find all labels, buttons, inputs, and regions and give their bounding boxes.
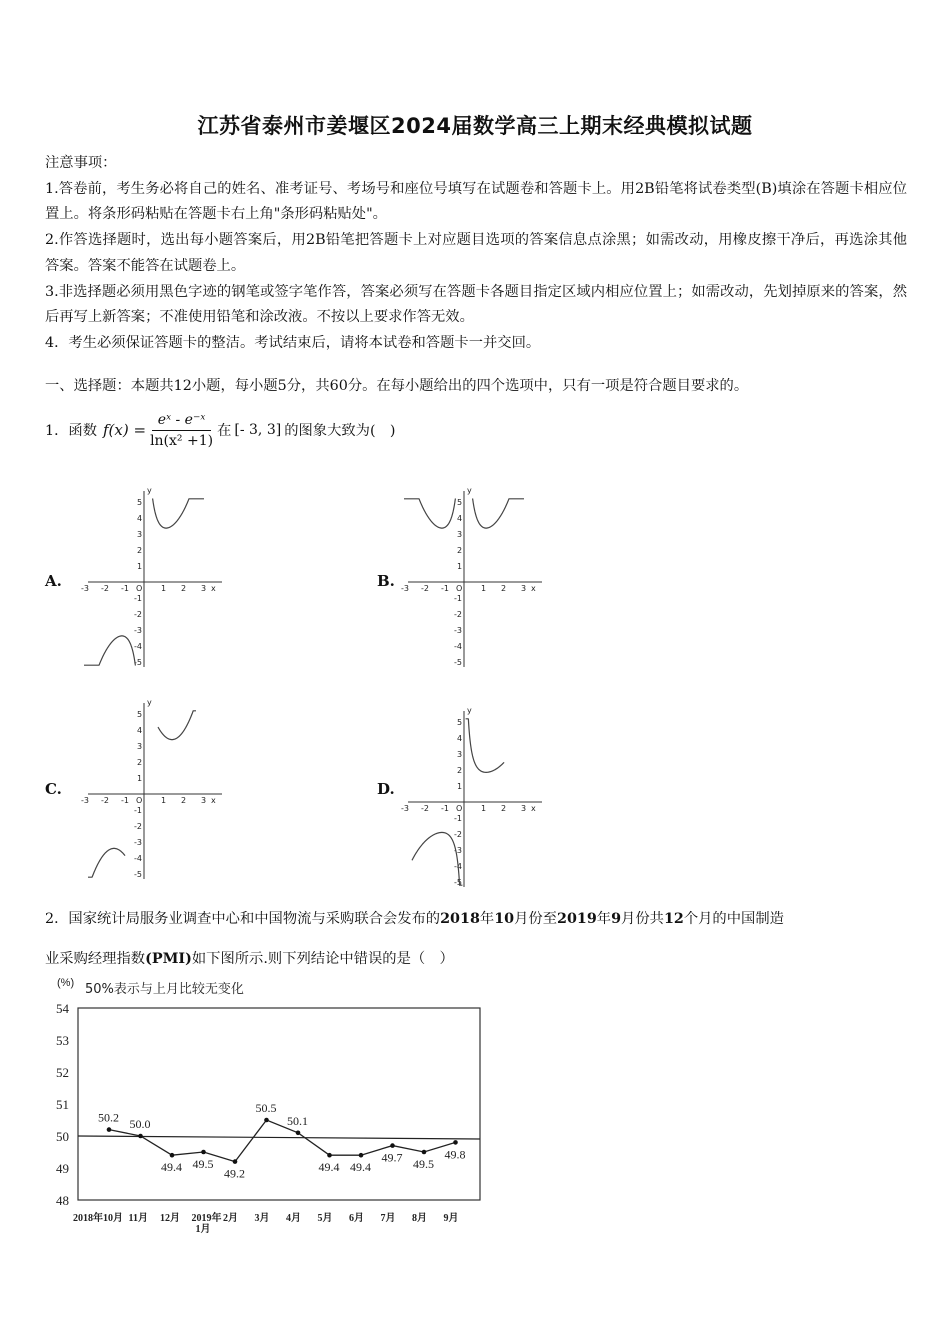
x-tick-label: 2019年 1月 — [191, 1213, 222, 1235]
curve — [84, 636, 136, 665]
data-point — [359, 1153, 364, 1158]
y-tick-label: 2 — [137, 758, 143, 767]
y-tick-label: -1 — [134, 594, 142, 603]
data-label: 50.5 — [255, 1101, 277, 1115]
x-tick-label: 8月 — [412, 1213, 427, 1224]
x-tick-label: -3 — [81, 584, 89, 593]
y-tick-label: -3 — [134, 838, 142, 847]
y-tick-label: 4 — [457, 734, 463, 743]
curve — [158, 711, 196, 740]
y-tick-label: -1 — [134, 806, 142, 815]
y-axis-label: y — [467, 706, 472, 715]
plot-frame — [78, 1008, 480, 1200]
series-line — [109, 1120, 456, 1162]
y-tick-label: 5 — [457, 498, 463, 507]
q1-suffix: 的图象大致为( ) — [284, 423, 396, 439]
curve — [404, 499, 456, 528]
y-tick-label: 50 — [56, 1129, 69, 1144]
note-item: 1.答卷前，考生务必将自己的姓名、准考证号、考场号和座位号填写在试题卷和答题卡上。用2B铅笔将试卷类型(B)填涂在答题卡相应位置上。将条形码粘贴在答题卡右上角"条形码粘贴处"。 — [45, 180, 907, 223]
x-tick-label: 3 — [521, 804, 527, 813]
y-tick-label: -2 — [134, 822, 142, 831]
y-tick-label: -1 — [454, 814, 462, 823]
y-tick-label: -5 — [454, 658, 462, 667]
x-tick-label: 2月 — [223, 1213, 238, 1224]
y-tick-label: 54 — [56, 1001, 69, 1016]
q1-denominator: ln(x² +1) — [150, 432, 214, 449]
x-tick-label: O — [456, 584, 463, 593]
x-tick-label: 4月 — [286, 1213, 301, 1224]
data-label: 49.8 — [444, 1147, 466, 1162]
x-tick-label: 2018年10月 — [73, 1213, 123, 1224]
data-label: 49.4 — [161, 1160, 182, 1175]
y-tick-label: 1 — [137, 774, 143, 783]
q1-function-name: f(x) = — [103, 421, 147, 439]
x-tick-label: 2 — [501, 584, 507, 593]
y-tick-label: 5 — [457, 718, 463, 727]
data-label: 50.0 — [129, 1117, 151, 1131]
x-tick-label: -1 — [441, 804, 449, 813]
x-tick-label: O — [136, 584, 143, 593]
data-point — [107, 1127, 112, 1132]
y-tick-label: 2 — [137, 546, 143, 555]
x-tick-label: -3 — [401, 584, 409, 593]
data-label: 49.4 — [318, 1160, 340, 1175]
section-heading: 一、选择题：本题共12小题，每小题5分，共60分。在每小题给出的四个选项中，只有一项是符合题目要求的。 — [45, 378, 749, 394]
x-tick-label: 1 — [481, 804, 487, 813]
data-label: 49.5 — [192, 1157, 214, 1171]
option-b-label: B. — [377, 572, 395, 590]
x-tick-label: 12月 — [160, 1213, 180, 1224]
option-c-label: C. — [45, 780, 62, 798]
y-tick-label: -2 — [454, 830, 462, 839]
note-item: 2.作答选择题时，选出每小题答案后，用2B铅笔把答题卡上对应题目选项的答案信息点涂黑；如需改动，用橡皮擦干净后，再选涂其他答案。答案不能答在试题卷上。 — [45, 232, 907, 274]
x-tick-label: 9月 — [443, 1213, 459, 1224]
y-tick-label: 3 — [457, 750, 463, 759]
y-axis-label: y — [467, 486, 472, 495]
q1-numerator: eˣ - e⁻ˣ — [152, 412, 212, 431]
option-a-graph — [82, 485, 232, 670]
x-tick-label: 5月 — [317, 1213, 333, 1224]
option-b-graph — [402, 485, 552, 670]
x-tick-label: 3月 — [254, 1213, 270, 1224]
y-tick-label: 3 — [457, 530, 463, 539]
data-point — [296, 1131, 301, 1136]
x-tick-label: O — [136, 796, 143, 805]
y-tick-label: -4 — [134, 642, 142, 651]
x-tick-label: 1 — [481, 584, 487, 593]
curve — [88, 848, 125, 877]
y-tick-label: -5 — [134, 870, 142, 879]
x-tick-label: -2 — [421, 584, 429, 593]
curve — [466, 719, 504, 773]
data-point — [201, 1150, 206, 1155]
x-tick-label: -1 — [121, 584, 129, 593]
data-point — [422, 1150, 427, 1155]
q2-line-1: 2．国家统计局服务业调查中心和中国物流与采购联合会发布的2018年10月份至2019年9月份共12个月的中国制造 — [45, 911, 784, 927]
data-point — [138, 1134, 143, 1139]
y-tick-label: -1 — [454, 594, 462, 603]
data-label: 49.5 — [413, 1157, 434, 1171]
x-tick-label: 1 — [161, 584, 167, 593]
x-tick-label: -1 — [121, 796, 129, 805]
q1-mid: 在 — [217, 423, 232, 439]
y-tick-label: -3 — [134, 626, 142, 635]
y-tick-label: -5 — [454, 878, 462, 887]
x-tick-label: -3 — [81, 796, 89, 805]
note-item: 4．考生必须保证答题卡的整洁。考试结束后，请将本试卷和答题卡一并交回。 — [45, 334, 541, 351]
y-tick-label: 4 — [457, 514, 463, 523]
q1-interval: [- 3, 3] — [234, 422, 282, 438]
q2-line-2: 业采购经理指数(PMI)如下图所示.则下列结论中错误的是（ ） — [45, 951, 454, 967]
curve — [152, 499, 204, 528]
option-d-graph — [402, 705, 552, 890]
option-d-label: D. — [377, 780, 395, 798]
x-tick-label: 2 — [181, 584, 187, 593]
x-tick-label: -3 — [401, 804, 409, 813]
y-tick-label: -4 — [454, 862, 462, 871]
data-point — [170, 1153, 175, 1158]
data-point — [327, 1153, 332, 1158]
y-tick-label: 51 — [56, 1097, 69, 1112]
note-item: 3.非选择题必须用黑色字迹的钢笔或签字笔作答，答案必须写在答题卡各题目指定区域内相应位置上；如需改动，先划掉原来的答案，然后再写上新答案；不准使用铅笔和涂改液。不按以上要求作答无效。 — [45, 283, 907, 326]
y-tick-label: 1 — [137, 562, 143, 571]
y-tick-label: 4 — [137, 514, 143, 523]
y-tick-label: 5 — [137, 498, 143, 507]
x-tick-label: -2 — [421, 804, 429, 813]
x-axis-label: x — [211, 796, 216, 805]
data-point — [453, 1140, 458, 1145]
x-tick-label: -2 — [101, 796, 109, 805]
x-tick-label: 3 — [521, 584, 527, 593]
x-tick-label: 11月 — [128, 1213, 148, 1224]
y-tick-label: 1 — [457, 782, 463, 791]
x-tick-label: 3 — [201, 796, 207, 805]
data-label: 49.2 — [224, 1166, 245, 1181]
y-tick-label: -4 — [454, 642, 462, 651]
y-tick-label: 4 — [137, 726, 143, 735]
y-tick-label: 53 — [56, 1033, 69, 1048]
x-axis-label: x — [531, 584, 536, 593]
x-tick-label: -2 — [101, 584, 109, 593]
y-axis-unit: (%) — [57, 977, 75, 989]
x-tick-label: O — [456, 804, 463, 813]
notes-heading: 注意事项： — [45, 155, 117, 171]
page-title: 江苏省泰州市姜堰区2024届数学高三上期末经典模拟试题 — [197, 114, 753, 138]
chart-title: 50%表示与上月比较无变化 — [85, 982, 244, 997]
y-tick-label: -3 — [454, 846, 462, 855]
y-axis-label: y — [147, 698, 152, 707]
x-tick-label: 7月 — [380, 1213, 396, 1224]
x-axis-label: x — [211, 584, 216, 593]
q1-prefix: 1．函数 — [45, 423, 97, 439]
notes-block — [45, 151, 907, 357]
y-tick-label: 52 — [56, 1065, 69, 1080]
x-tick-label: 6月 — [349, 1213, 364, 1224]
data-point — [264, 1118, 269, 1123]
y-tick-label: 1 — [457, 562, 463, 571]
y-tick-label: 49 — [56, 1161, 69, 1176]
y-tick-label: -4 — [134, 854, 142, 863]
data-point — [233, 1159, 238, 1164]
y-tick-label: 3 — [137, 530, 143, 539]
x-tick-label: 2 — [501, 804, 507, 813]
data-label: 50.1 — [287, 1113, 308, 1128]
option-c-graph — [82, 697, 232, 882]
curve — [472, 499, 524, 528]
data-label: 49.7 — [381, 1150, 403, 1165]
q1-fraction — [150, 412, 213, 449]
x-tick-label: -1 — [441, 584, 449, 593]
y-tick-label: -2 — [134, 610, 142, 619]
option-a-label: A. — [45, 572, 62, 590]
x-axis-label: x — [531, 804, 536, 813]
x-tick-label: 3 — [201, 584, 207, 593]
y-axis-label: y — [147, 486, 152, 495]
pmi-chart — [45, 968, 505, 1238]
y-tick-label: -2 — [454, 610, 462, 619]
question-2 — [45, 899, 907, 979]
y-tick-label: -3 — [454, 626, 462, 635]
data-point — [390, 1143, 395, 1148]
x-tick-label: 2 — [181, 796, 187, 805]
y-tick-label: 2 — [457, 766, 463, 775]
x-tick-label: 1 — [161, 796, 167, 805]
question-1 — [45, 402, 395, 458]
data-label: 49.4 — [350, 1160, 371, 1175]
y-tick-label: -5 — [134, 658, 142, 667]
y-tick-label: 2 — [457, 546, 463, 555]
y-tick-label: 5 — [137, 710, 143, 719]
y-tick-label: 3 — [137, 742, 143, 751]
data-label: 50.2 — [98, 1110, 119, 1125]
y-tick-label: 48 — [56, 1193, 69, 1208]
